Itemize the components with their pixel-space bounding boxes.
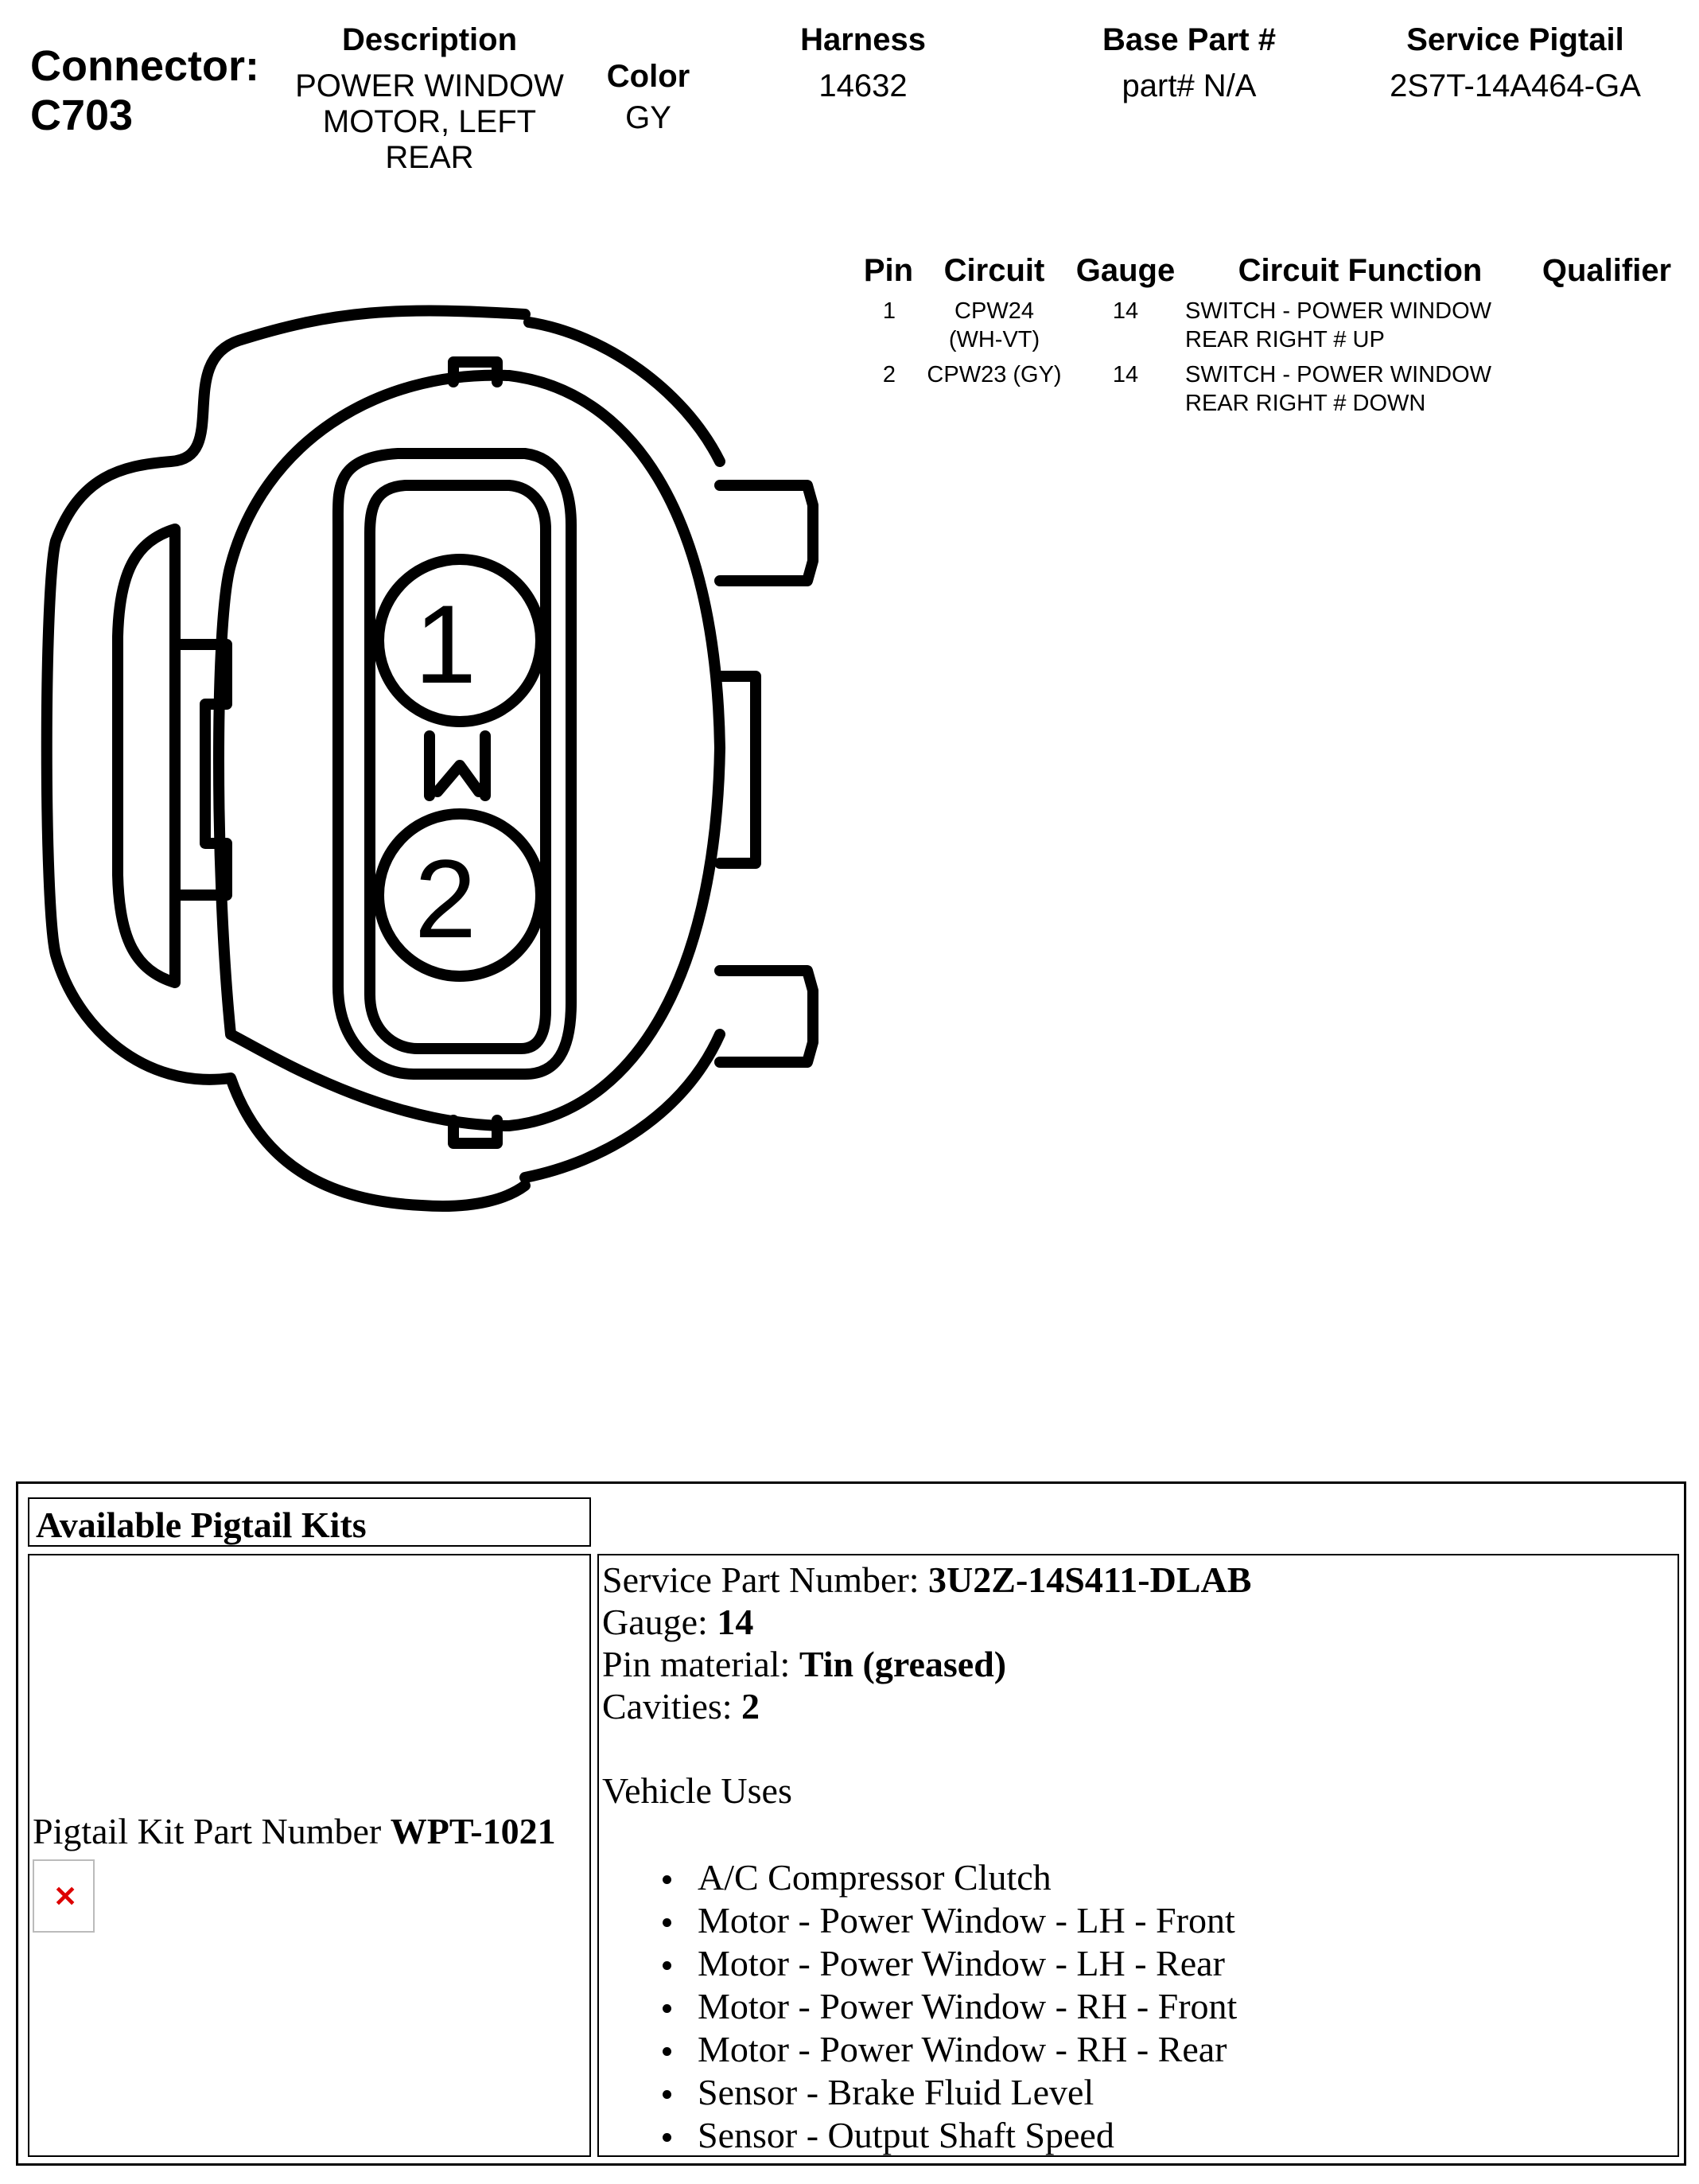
circuit-line: CPW23 (GY) [927,362,1062,387]
circuit-column-header: Circuit [943,253,1045,288]
base-part-column [1058,18,1320,104]
table-row-circuit [915,360,1074,389]
spec-label: Service Part Number: [602,1559,929,1600]
base-part-value: part# N/A [1122,68,1257,103]
right-key-bottom [720,971,813,1062]
description-value [282,68,577,176]
kit-part-number-label: Pigtail Kit Part Number [33,1811,391,1851]
pin-2-label: 2 [414,836,476,961]
pin-1-label: 1 [414,582,476,707]
pigtail-kits-header-cell [28,1497,591,1547]
function-line: SWITCH - POWER WINDOW [1185,298,1492,324]
cavities-line [602,1685,760,1727]
table-row-gauge: 14 [1112,362,1139,387]
list-item: Sensor - Brake Fluid Level [602,2071,1237,2114]
table-row-pin: 2 [882,362,896,387]
list-item: Sensor - Output Shaft Speed [602,2114,1237,2157]
kit-part-number-value: WPT-1021 [390,1811,556,1851]
list-item: Motor - Power Window - RH - Rear [602,2028,1237,2071]
pigtail-kits-header-empty [597,1497,1679,1547]
pigtail-kits-table [16,1481,1686,2166]
function-line: REAR RIGHT # DOWN [1185,391,1426,416]
color-label: Color [606,59,690,94]
vehicle-uses-heading: Vehicle Uses [602,1770,792,1811]
connector-id: C703 [30,91,134,139]
description-line: POWER WINDOW [295,68,564,103]
left-side-tab [118,529,175,983]
list-item: Motor - Power Window - RH - Front [602,1985,1237,2028]
connector-title [30,41,259,140]
spec-label: Pin material: [602,1644,799,1684]
spec-label: Gauge: [602,1602,717,1642]
right-key-middle [720,676,756,863]
table-row-circuit [915,297,1074,354]
pin-material-line [602,1643,1006,1685]
function-line: SWITCH - POWER WINDOW [1185,362,1492,387]
kit-part-number-line [33,1810,556,1853]
circuit-line: (WH-VT) [948,327,1040,352]
spec-value: 2 [741,1686,760,1727]
kit-part-cell [28,1554,591,2157]
table-row-function [1185,297,1519,354]
pigtail-kits-title: Available Pigtail Kits [36,1505,367,1545]
circuit-line: CPW24 [954,298,1034,324]
service-pigtail-column [1352,18,1678,104]
description-line: MOTOR, LEFT [322,104,537,139]
color-value: GY [625,100,671,135]
service-part-number-line [602,1559,1251,1601]
gauge-column-header: Gauge [1075,253,1176,288]
color-column [581,54,716,136]
function-line: REAR RIGHT # UP [1185,327,1385,352]
harness-column [764,18,962,104]
broken-image-icon: ✕ [33,1859,95,1933]
circuit-function-column-header: Circuit Function [1238,253,1483,288]
harness-value: 14632 [818,68,908,103]
description-column [282,18,577,176]
list-item: A/C Compressor Clutch [602,1856,1237,1899]
list-item: Motor - Power Window - LH - Front [602,1899,1237,1942]
harness-label: Harness [800,22,926,57]
kit-details-cell [597,1554,1679,2157]
connector-face-drawing [32,302,827,1257]
connector-label: Connector: [30,42,259,90]
spec-value: Tin (greased) [799,1644,1007,1684]
gauge-line [602,1601,753,1643]
spec-value: 3U2Z-14S411-DLAB [928,1559,1252,1600]
table-row-gauge: 14 [1112,298,1139,324]
table-row-function [1185,360,1519,418]
description-label: Description [341,22,518,57]
service-pigtail-value: 2S7T-14A464-GA [1390,68,1641,103]
qualifier-column-header: Qualifier [1542,253,1672,288]
vehicle-uses-list [602,1856,1237,2157]
spec-label: Cavities: [602,1686,742,1727]
spec-value: 14 [717,1602,754,1642]
pin-column-header: Pin [863,253,914,288]
list-item: Motor - Power Window - LH - Rear [602,1942,1237,1985]
right-key-top [720,485,813,581]
base-part-label: Base Part # [1102,22,1276,57]
service-pigtail-label: Service Pigtail [1406,22,1624,57]
table-row-pin: 1 [882,298,896,324]
description-line: REAR [385,140,474,175]
